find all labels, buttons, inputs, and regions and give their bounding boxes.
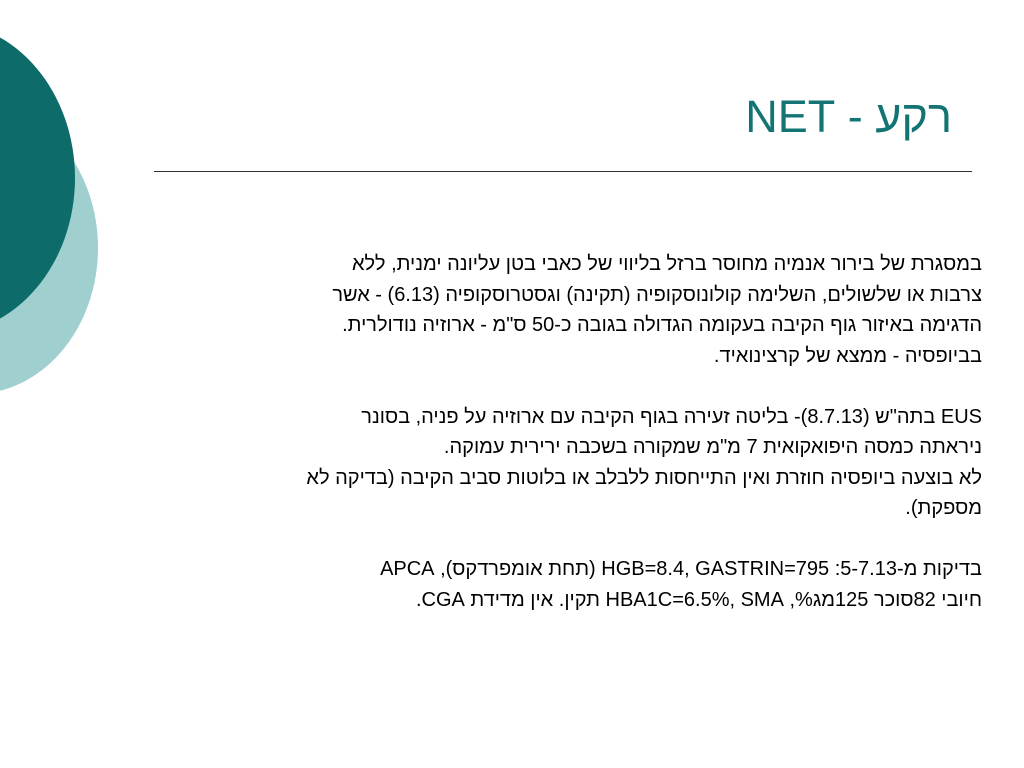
body-line: בדיקות מ-5-7.13: HGB=8.4, GASTRIN=795 (תחת אומפרדקס), APCA <box>380 558 982 580</box>
slide-title: רקע - NET <box>745 91 952 142</box>
body-line: ניראתה כמסה היפואקואית 7 מ"מ שמקורה בשכבה ירירית עמוקה. <box>443 436 982 458</box>
body-line: הדגימה באיזור גוף הקיבה בעקומה הגדולה בגובה כ-50 ס"מ - ארוזיה נודולרית. <box>342 314 982 336</box>
body-line: בביופסיה - ממצא של קרצינואיד. <box>713 344 982 367</box>
body-line: במסגרת של בירור אנמיה מחוסר ברזל בליווי של כאבי בטן עליונה ימנית, ללא <box>351 253 982 275</box>
body-line: לא בוצעה ביופסיה חוזרת ואין התייחסות ללבלב או בלוטות סביב הקיבה (בדיקה לא <box>306 466 982 489</box>
body-line: מספקת). <box>905 497 982 519</box>
paragraph-spacer <box>162 371 982 402</box>
paragraph-spacer <box>162 524 982 555</box>
body-line: צרבות או שלשולים, השלימה קולונוסקופיה (תקינה) וגסטרוסקופיה (6.13) - אשר <box>332 283 982 306</box>
body-line: EUS בתה"ש (8.7.13)- בליטה זעירה בגוף הקיבה עם ארוזיה על פניה, בסונר <box>361 405 982 428</box>
body-line: חיובי 82סוכר 125מג%, HBA1C=6.5%, SMA תקין. אין מדידת CGA. <box>415 588 982 611</box>
title-divider <box>154 171 972 172</box>
slide-body <box>162 249 982 615</box>
